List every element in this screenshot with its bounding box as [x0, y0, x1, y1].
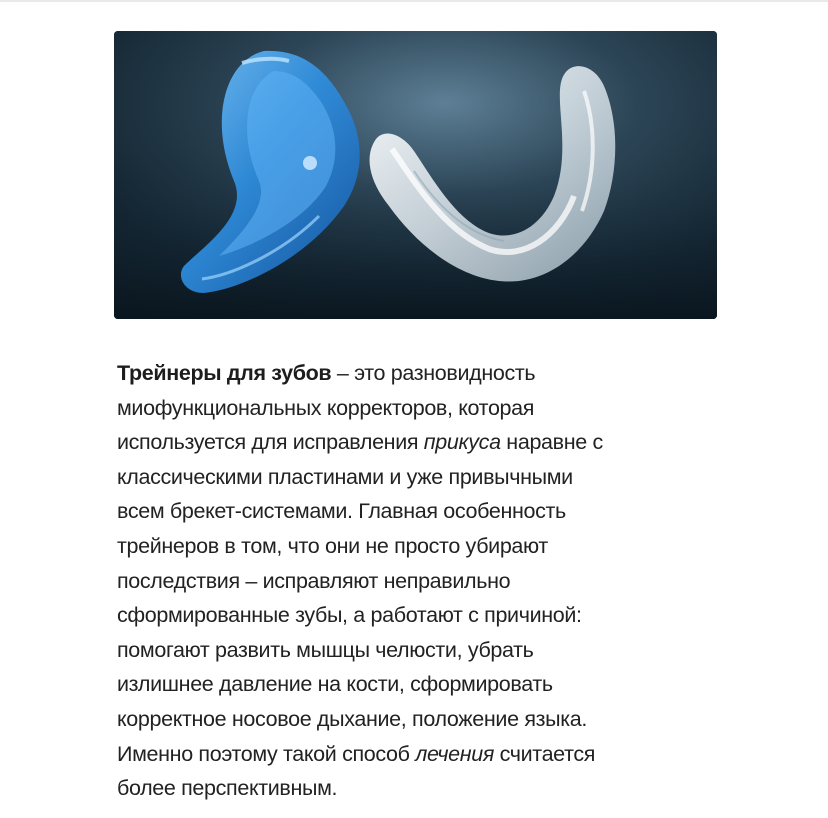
italic-term-bite: прикуса: [423, 430, 501, 455]
line-8: сформированные зубы, а работают с причиной:: [117, 603, 582, 628]
italic-term-treatment: лечения: [415, 741, 495, 766]
line-11: корректное носовое дыхание, положение языка.: [117, 706, 587, 731]
line-10: излишнее давление на кости, сформировать: [117, 672, 553, 697]
line-12: Именно поэтому такой способ лечения считается: [117, 741, 596, 766]
article-text: [117, 356, 717, 806]
line-1: Трейнеры для зубов – это разновидность: [117, 361, 536, 385]
line-2: миофункциональных корректоров, которая: [117, 395, 535, 420]
dental-trainers-illustration: [114, 31, 717, 319]
line-7: последствия – исправляют неправильно: [117, 568, 511, 593]
line-13: более перспективным.: [117, 776, 338, 801]
dental-trainers-photo: [114, 31, 717, 319]
line-4: классическими пластинами и уже привычными: [117, 464, 573, 489]
line-9: помогают развить мышцы челюсти, убрать: [117, 637, 534, 662]
line-3: используется для исправления прикуса наравне с: [117, 430, 603, 455]
line-6: трейнеров в том, что они не просто убирают: [117, 533, 548, 558]
top-divider: [0, 0, 828, 2]
term-heading: Трейнеры для зубов: [117, 361, 332, 385]
line-5: всем брекет-системами. Главная особенность: [117, 499, 566, 524]
article-paragraph: [117, 356, 717, 806]
